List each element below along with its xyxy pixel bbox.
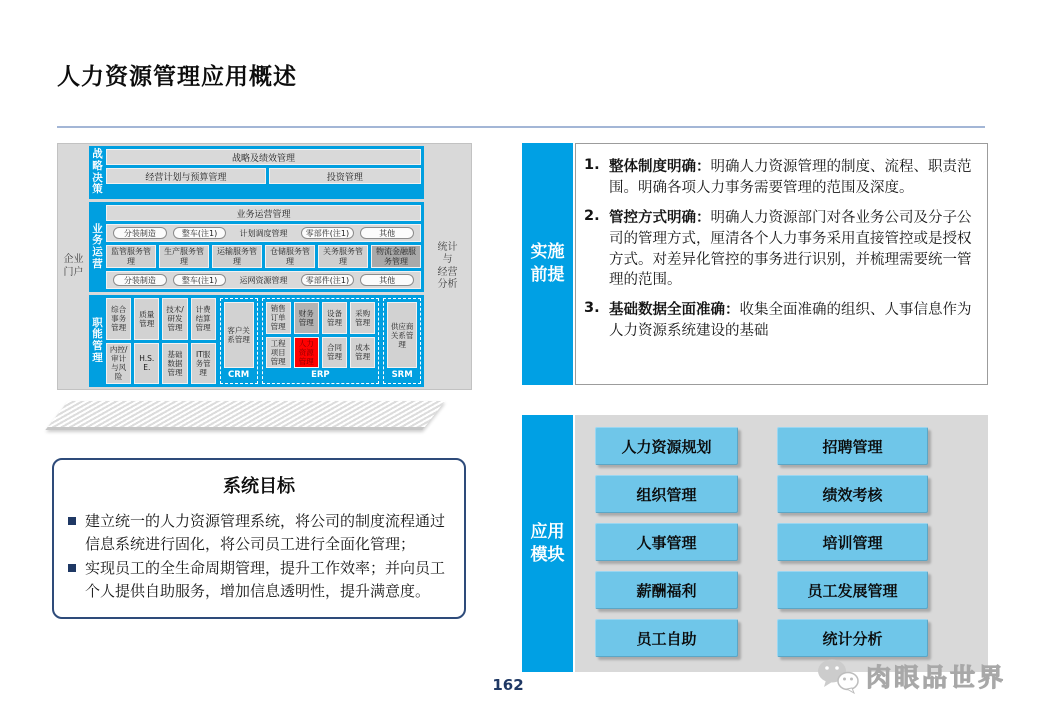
functions-section-label: 职能管理 bbox=[92, 316, 103, 364]
fbox-sales-order: 销售订单管理 bbox=[266, 302, 291, 333]
svc-customs: 关务服务管理 bbox=[318, 245, 368, 268]
erp-label: ERP bbox=[311, 370, 330, 380]
module-recruitment: 招聘管理 bbox=[777, 427, 928, 465]
module-hr-planning: 人力资源规划 bbox=[595, 427, 738, 465]
fbox-rnd: 技术/研发管理 bbox=[162, 298, 187, 339]
business-section-label: 业务运营 bbox=[92, 222, 103, 270]
module-statistics: 统计分析 bbox=[777, 619, 928, 657]
business-section bbox=[89, 202, 424, 292]
fbox-audit-risk: 内控/审计与风险 bbox=[106, 343, 131, 384]
stats-analysis-label: 统计 与 经营 分析 bbox=[437, 241, 458, 290]
enterprise-portal-label: 企业 门户 bbox=[63, 254, 84, 278]
module-self-service: 员工自助 bbox=[595, 619, 738, 657]
plan-schedule-row bbox=[106, 224, 421, 242]
network-resource-label: 运网资源管理 bbox=[239, 275, 288, 285]
admin-boxes bbox=[106, 298, 216, 384]
fbox-it-service: IT服务管理 bbox=[191, 343, 216, 384]
prereq-item: 3. 基础数据全面准确：收集全面准确的组织、人事信息作为人力资源系统建设的基础 bbox=[584, 300, 972, 340]
svc-transport: 运输服务管理 bbox=[212, 245, 262, 268]
pill-vehicle: 整车(注1) bbox=[173, 227, 227, 239]
svc-supervision: 监管服务管理 bbox=[106, 245, 156, 268]
fbox-quality: 质量管理 bbox=[134, 298, 159, 339]
svc-production: 生产服务管理 bbox=[159, 245, 209, 268]
hatched-platform bbox=[45, 401, 445, 430]
fbox-crm: 客户关系管理 bbox=[224, 302, 254, 368]
investment-box: 投资管理 bbox=[269, 168, 421, 184]
erp-group bbox=[262, 298, 380, 384]
pill-parts: 零部件(注1) bbox=[301, 227, 355, 239]
prereq-item: 1. 整体制度明确：明确人力资源管理的制度、流程、职责范围。明确各项人力事务需要管理的范围及深度。 bbox=[584, 157, 972, 196]
fbox-srm: 供应商关系管理 bbox=[387, 302, 417, 368]
plan-schedule-label: 计划调度管理 bbox=[239, 228, 288, 238]
plan-budget-box: 经营计划与预算管理 bbox=[106, 168, 266, 184]
fbox-project: 工程项目管理 bbox=[266, 337, 291, 368]
bullet-square-icon bbox=[68, 517, 76, 525]
srm-label: SRM bbox=[391, 370, 413, 380]
prereq-item: 2. 管控方式明确：明确人力资源部门对各业务公司及分子公司的管理方式，厘清各个人力事务采用直接管控或是授权方式。对差异化管控的事务进行识别，并梳理需要统一管理的范围。 bbox=[584, 207, 972, 289]
goal-item: 实现员工的全生命周期管理，提升工作效率；并向员工个人提供自助服务，增加信息透明性，提升满意度。 bbox=[68, 557, 450, 602]
crm-group bbox=[220, 298, 258, 384]
watermark bbox=[816, 658, 1006, 694]
goal-item: 建立统一的人力资源管理系统，将公司的制度流程通过信息系统进行固化，将公司员工进行全面化管理； bbox=[68, 510, 450, 555]
module-performance: 绩效考核 bbox=[777, 475, 928, 513]
prerequisites-sidebar: 实施 前提 bbox=[522, 143, 573, 385]
module-training: 培训管理 bbox=[777, 523, 928, 561]
modules-right-column bbox=[777, 427, 928, 657]
fbox-contract: 合同管理 bbox=[322, 337, 347, 368]
svc-logistics-finance: 物流金融服务管理 bbox=[371, 245, 421, 268]
svc-warehouse: 仓储服务管理 bbox=[265, 245, 315, 268]
fbox-hse: H.S.E. bbox=[134, 343, 159, 384]
strategy-performance-box: 战略及绩效管理 bbox=[106, 149, 421, 165]
modules-left-column bbox=[595, 427, 738, 657]
architecture-diagram bbox=[57, 143, 472, 390]
pill-other: 其他 bbox=[360, 227, 414, 239]
fbox-procurement: 采购管理 bbox=[350, 302, 375, 333]
bullet-square-icon bbox=[68, 564, 76, 572]
business-ops-box: 业务运营管理 bbox=[106, 205, 421, 221]
watermark-text: 肉眼品世界 bbox=[865, 663, 1006, 692]
wechat-icon bbox=[816, 658, 860, 694]
network-resource-row bbox=[106, 271, 421, 289]
functions-section bbox=[89, 295, 424, 387]
fbox-general-affairs: 综合事务管理 bbox=[106, 298, 131, 339]
service-boxes-row bbox=[106, 245, 421, 268]
fbox-billing: 计费结算管理 bbox=[191, 298, 216, 339]
strategy-section bbox=[89, 146, 424, 199]
fbox-finance: 财务管理 bbox=[294, 302, 319, 333]
pill-other-2: 其他 bbox=[360, 274, 414, 286]
fbox-master-data: 基础数据管理 bbox=[162, 343, 187, 384]
system-goals-box bbox=[52, 458, 466, 619]
pill-packaging-2: 分装制造 bbox=[113, 274, 167, 286]
module-compensation: 薪酬福利 bbox=[595, 571, 738, 609]
fbox-hr-highlighted: 人力资源管理 bbox=[294, 337, 319, 368]
system-goals-title: 系统目标 bbox=[223, 476, 295, 497]
title-divider bbox=[57, 126, 985, 128]
pill-vehicle-2: 整车(注1) bbox=[173, 274, 227, 286]
pill-parts-2: 零部件(注1) bbox=[301, 274, 355, 286]
fbox-cost: 成本管理 bbox=[350, 337, 375, 368]
srm-group bbox=[383, 298, 421, 384]
prerequisites-panel bbox=[575, 143, 988, 385]
modules-sidebar: 应用 模块 bbox=[522, 415, 573, 672]
strategy-section-label: 战略决策 bbox=[92, 148, 103, 196]
module-personnel: 人事管理 bbox=[595, 523, 738, 561]
modules-panel bbox=[575, 415, 988, 672]
fbox-equipment: 设备管理 bbox=[322, 302, 347, 333]
crm-label: CRM bbox=[228, 370, 250, 380]
page-number: 162 bbox=[492, 676, 524, 694]
page-title: 人力资源管理应用概述 bbox=[57, 64, 297, 90]
architecture-main bbox=[89, 144, 424, 389]
module-org-management: 组织管理 bbox=[595, 475, 738, 513]
pill-packaging: 分装制造 bbox=[113, 227, 167, 239]
module-employee-development: 员工发展管理 bbox=[777, 571, 928, 609]
